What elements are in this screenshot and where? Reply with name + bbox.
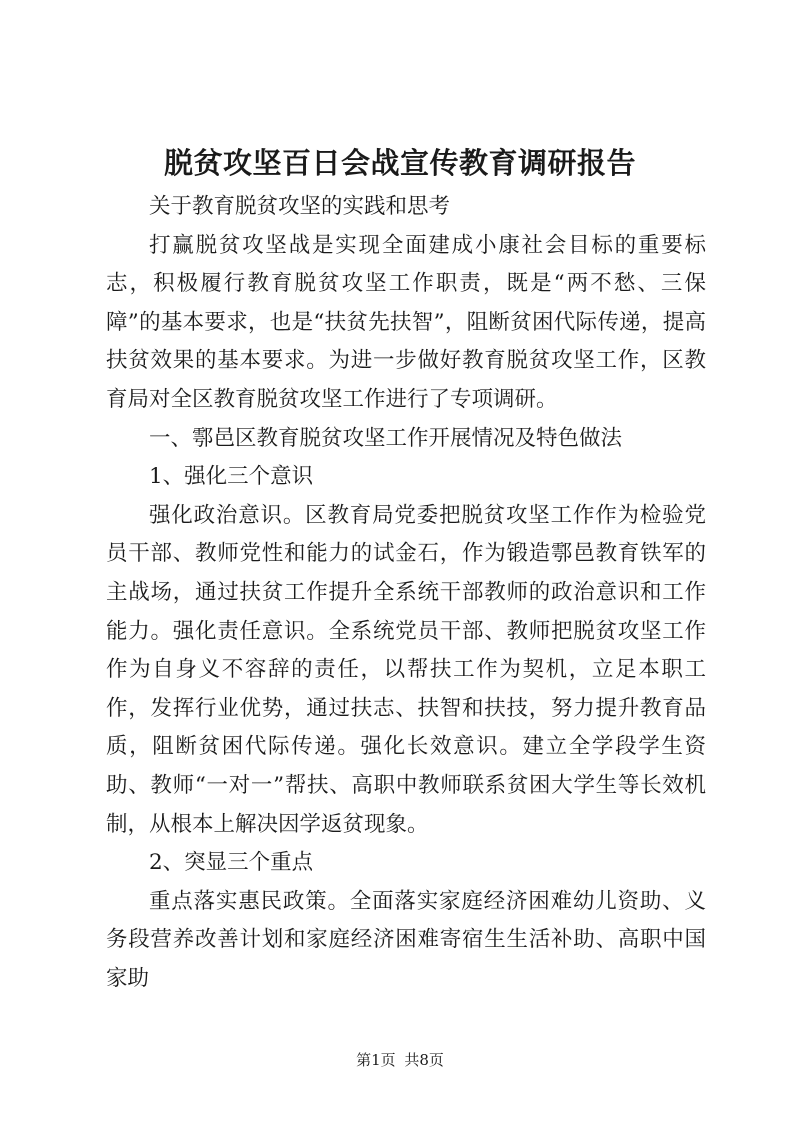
page-number: 第1页 — [356, 1051, 396, 1069]
intro-paragraph: 打赢脱贫攻坚战是实现全面建成小康社会目标的重要标志，积极履行教育脱贫攻坚工作职责，既是“两不愁、三保障”的基本要求，也是“扶贫先扶智”，阻断贫困代际传递，提高扶贫效果的基本要求。为进一步做好教育脱贫攻坚工作，区教育局对全区教育脱贫攻坚工作进行了专项调研。 — [106, 232, 706, 412]
subsection-heading: 1、强化三个意识 — [149, 464, 314, 490]
body-paragraph: 重点落实惠民政策。全面落实家庭经济困难幼儿资助、义务段营养改善计划和家庭经济困难寄宿生生活补助、高职中国家助 — [106, 888, 706, 991]
page-total: 共8页 — [404, 1051, 444, 1069]
subsection-heading: 2、突显三个重点 — [149, 850, 314, 876]
page-footer — [0, 1050, 800, 1070]
section-heading: 一、鄠邑区教育脱贫攻坚工作开展情况及特色做法 — [149, 425, 623, 451]
document-body — [106, 188, 706, 998]
subtitle-paragraph: 关于教育脱贫攻坚的实践和思考 — [149, 194, 451, 219]
document-title: 脱贫攻坚百日会战宣传教育调研报告 — [163, 146, 636, 180]
body-paragraph: 强化政治意识。区教育局党委把脱贫攻坚工作作为检验党员干部、教师党性和能力的试金石，作为锻造鄠邑教育铁军的主战场，通过扶贫工作提升全系统干部教师的政治意识和工作能力。强化责任意识。全系统党员干部、教师把脱贫攻坚工作作为自身义不容辞的责任，以帮扶工作为契机，立足本职工作，发挥行业优势，通过扶志、扶智和扶技，努力提升教育品质，阻断贫困代际传递。强化长效意识。建立全学段学生资助、教师“一对一”帮扶、高职中教师联系贫困大学生等长效机制，从根本上解决因学返贫现象。 — [106, 502, 706, 837]
